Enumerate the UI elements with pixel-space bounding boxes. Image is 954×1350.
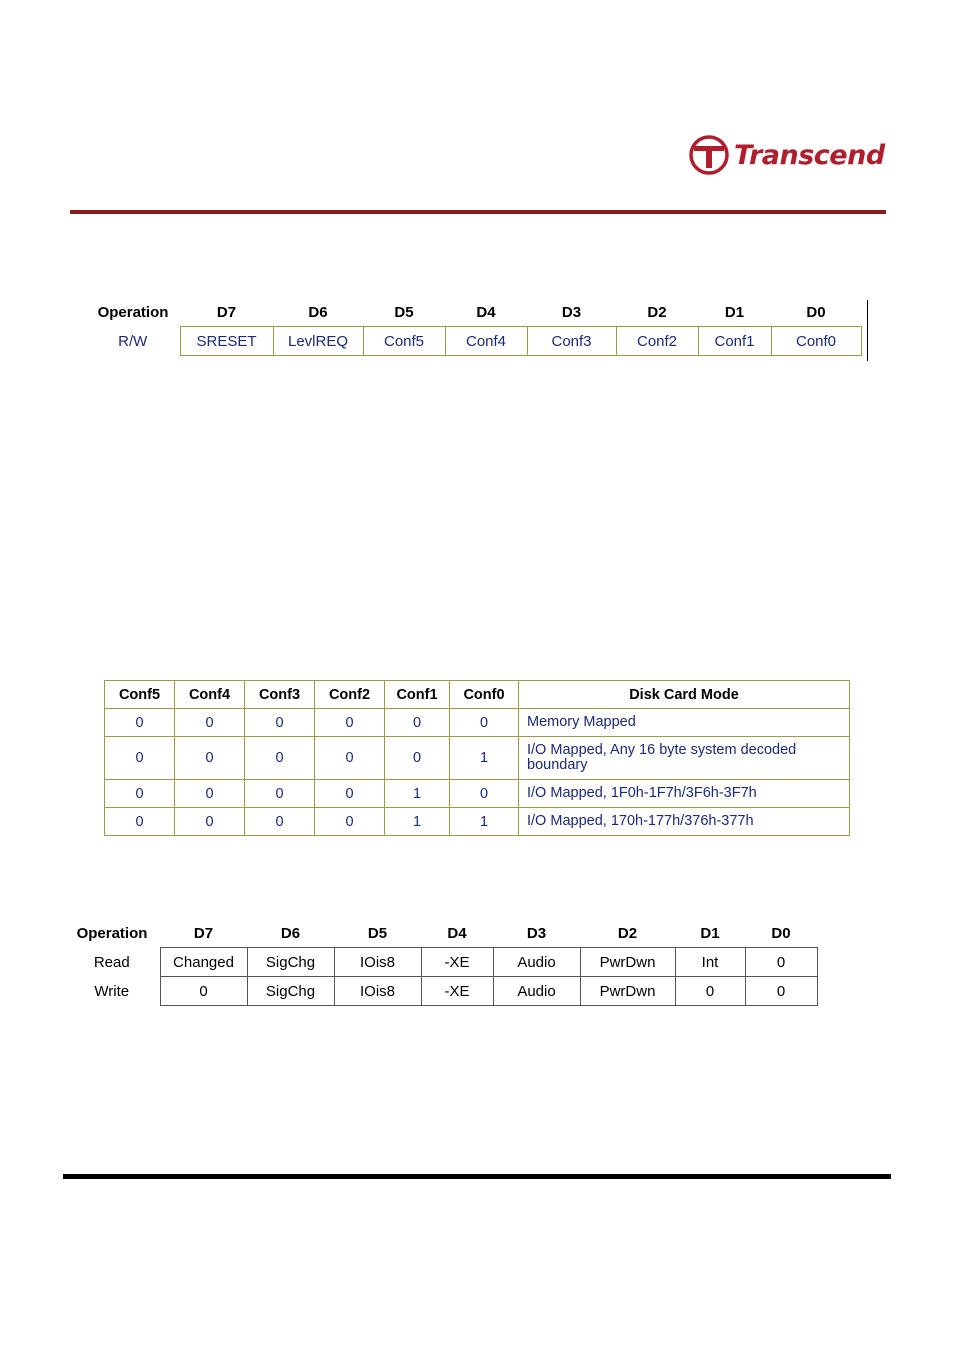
conf-cell: 0: [175, 737, 245, 780]
conf-cell: 0: [315, 737, 385, 780]
table-row: [105, 780, 850, 808]
bit-cell: Conf2: [616, 327, 698, 356]
conf-cell: 1: [450, 737, 519, 780]
margin-bar: [867, 300, 868, 361]
conf-cell: 0: [105, 737, 175, 780]
conf-cell: 0: [450, 780, 519, 808]
bit-cell: SRESET: [180, 327, 273, 356]
bit-cell: PwrDwn: [580, 948, 675, 977]
mode-cell: I/O Mapped, 170h-177h/376h-377h: [519, 808, 850, 836]
header-conf1: Conf1: [385, 681, 450, 709]
header-operation: Operation: [97, 303, 169, 321]
header-d2: D2: [617, 924, 638, 942]
table-row: [86, 327, 861, 356]
bit-cell: Changed: [160, 948, 247, 977]
header-conf4: Conf4: [175, 681, 245, 709]
bit-cell: -XE: [421, 977, 493, 1006]
status-register-table: [64, 919, 818, 1006]
conf-cell: 0: [245, 808, 315, 836]
bit-cell: 0: [745, 977, 817, 1006]
header-d0: D0: [771, 924, 791, 942]
mode-cell: I/O Mapped, Any 16 byte system decoded boundary: [519, 737, 850, 780]
header-d5: D5: [367, 924, 388, 942]
header-d7: D7: [193, 924, 214, 942]
conf-cell: 0: [315, 808, 385, 836]
table-header-row: [86, 298, 861, 327]
bit-cell: Int: [675, 948, 745, 977]
conf-cell: 0: [315, 709, 385, 737]
bit-cell: Conf0: [771, 327, 861, 356]
header-d3: D3: [561, 303, 582, 321]
conf-cell: 0: [105, 709, 175, 737]
header-d2: D2: [647, 303, 667, 321]
conf-cell: 0: [385, 709, 450, 737]
header-conf3: Conf3: [245, 681, 315, 709]
disk-card-mode-table: [104, 680, 850, 836]
conf-cell: 0: [245, 780, 315, 808]
conf-cell: 0: [450, 709, 519, 737]
register-bits-table: [86, 298, 862, 356]
conf-cell: 0: [105, 808, 175, 836]
operation-label: R/W: [118, 332, 148, 350]
bit-cell: LevlREQ: [273, 327, 363, 356]
bit-cell: PwrDwn: [580, 977, 675, 1006]
bit-cell: Conf1: [698, 327, 771, 356]
header-d4: D4: [447, 924, 467, 942]
conf-cell: 0: [315, 780, 385, 808]
header-d6: D6: [280, 924, 301, 942]
header-d3: D3: [526, 924, 547, 942]
header-d0: D0: [806, 303, 826, 321]
bit-cell: Audio: [493, 977, 580, 1006]
header-disk-card-mode: Disk Card Mode: [519, 681, 850, 709]
conf-cell: 1: [385, 808, 450, 836]
header-conf0: Conf0: [450, 681, 519, 709]
header-d1: D1: [724, 303, 745, 321]
bit-cell: 0: [160, 977, 247, 1006]
conf-cell: 0: [245, 709, 315, 737]
header-conf5: Conf5: [105, 681, 175, 709]
mode-cell: I/O Mapped, 1F0h-1F7h/3F6h-3F7h: [519, 780, 850, 808]
table-header-row: [64, 919, 817, 948]
table-row: [64, 977, 817, 1006]
conf-cell: 0: [385, 737, 450, 780]
operation-label: Read: [93, 953, 130, 971]
table-header-row: [105, 681, 850, 709]
transcend-logo: [688, 134, 885, 176]
operation-label: Write: [94, 982, 130, 1000]
header-d5: D5: [394, 303, 414, 321]
conf-cell: 0: [105, 780, 175, 808]
header-conf2: Conf2: [315, 681, 385, 709]
header-d4: D4: [476, 303, 496, 321]
bit-cell: IOis8: [334, 977, 421, 1006]
header-d7: D7: [216, 303, 237, 321]
mode-cell: Memory Mapped: [519, 709, 850, 737]
bit-cell: 0: [675, 977, 745, 1006]
bit-cell: Audio: [493, 948, 580, 977]
header-rule: [70, 210, 886, 214]
transcend-logo-icon: [688, 134, 730, 176]
conf-cell: 1: [385, 780, 450, 808]
table-row: [105, 709, 850, 737]
table-row: [64, 948, 817, 977]
conf-cell: 0: [175, 780, 245, 808]
table-row: [105, 737, 850, 780]
header-operation: Operation: [76, 924, 148, 942]
bit-cell: Conf4: [445, 327, 527, 356]
bit-cell: IOis8: [334, 948, 421, 977]
conf-cell: 0: [175, 808, 245, 836]
conf-cell: 0: [245, 737, 315, 780]
footer-rule: [63, 1174, 891, 1179]
conf-cell: 0: [175, 709, 245, 737]
table-row: [105, 808, 850, 836]
header-d6: D6: [308, 303, 328, 321]
bit-cell: Conf3: [527, 327, 616, 356]
bit-cell: 0: [745, 948, 817, 977]
bit-cell: SigChg: [247, 948, 334, 977]
bit-cell: Conf5: [363, 327, 445, 356]
bit-cell: SigChg: [247, 977, 334, 1006]
conf-cell: 1: [450, 808, 519, 836]
brand-name: Transcend: [734, 139, 885, 171]
bit-cell: -XE: [421, 948, 493, 977]
header-d1: D1: [700, 924, 720, 942]
